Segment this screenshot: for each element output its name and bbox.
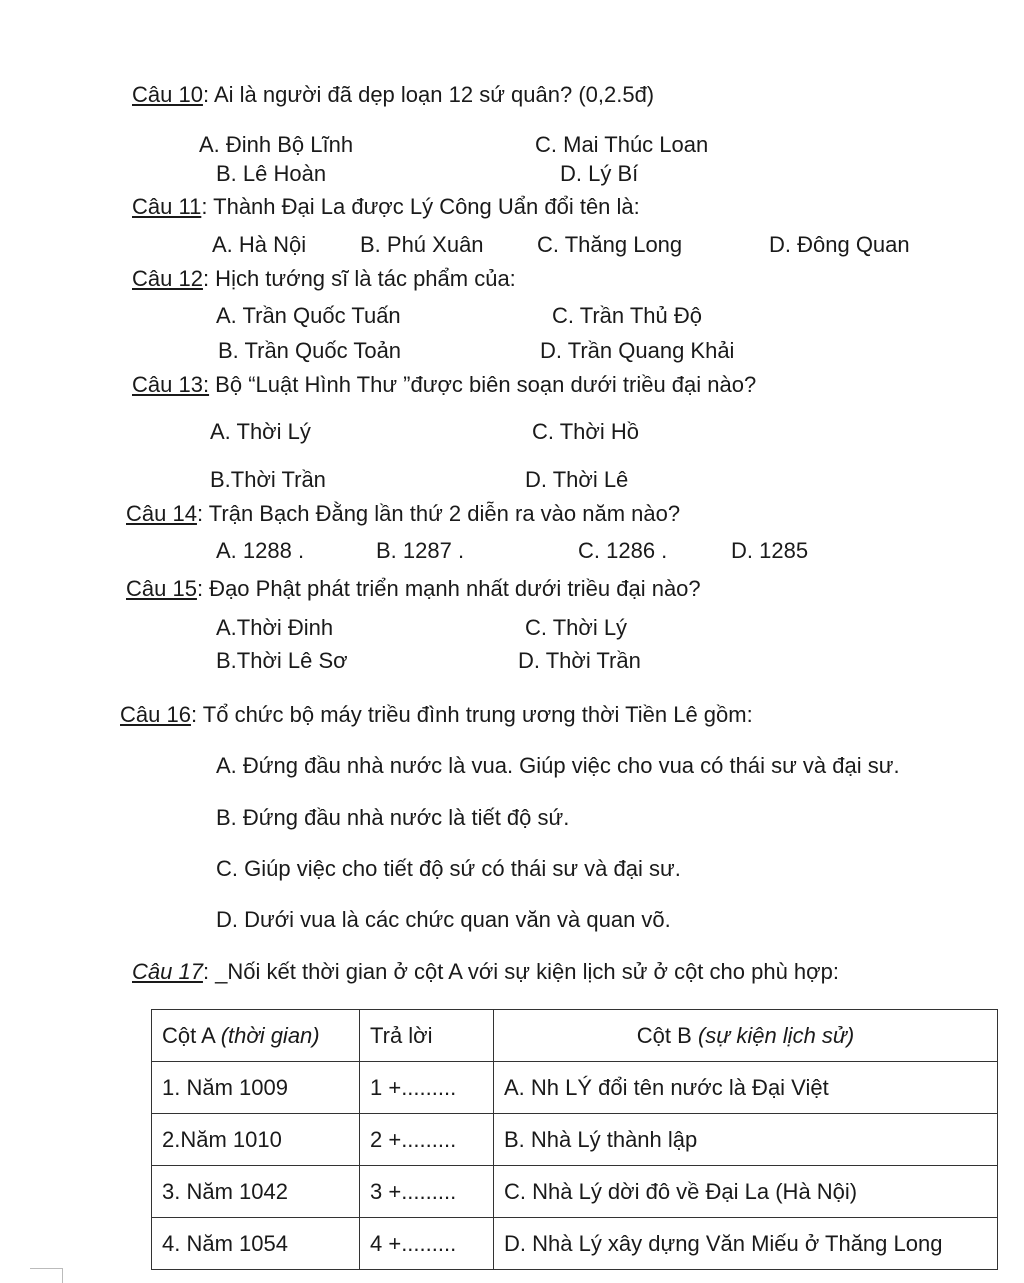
q15-option-c: C. Thời Lý: [525, 615, 628, 640]
column-b-header: [494, 1010, 998, 1062]
question-10-label: Câu 10: [132, 82, 203, 107]
column-a-header: [152, 1010, 360, 1062]
question-11-label: Câu 11: [132, 194, 202, 219]
event-cell: C. Nhà Lý dời đô về Đại La (Hà Nội): [494, 1166, 998, 1218]
question-16-label: Câu 16: [120, 702, 191, 727]
column-a-header-text: Cột A: [162, 1022, 221, 1048]
table-row: [152, 1218, 998, 1270]
q16-option-a: A. Đứng đầu nhà nước là vua. Giúp việc cho vua có thái sư và đại sư.: [216, 753, 900, 778]
event-cell: B. Nhà Lý thành lập: [494, 1114, 998, 1166]
question-14-text: : Trận Bạch Đằng lần thứ 2 diễn ra vào năm nào?: [196, 501, 681, 526]
question-15-prompt: [126, 576, 701, 602]
page-corner-mark: [30, 1268, 63, 1283]
question-17-text: : _Nối kết thời gian ở cột A với sự kiện lịch sử ở cột cho phù hợp:: [202, 959, 839, 984]
table-header-row: [152, 1010, 998, 1062]
q13-option-d: D. Thời Lê: [525, 467, 629, 492]
q14-option-a: A. 1288 .: [216, 538, 305, 563]
question-17-prompt: [132, 959, 839, 985]
q16-option-b: B. Đứng đầu nhà nước là tiết độ sứ.: [216, 805, 570, 830]
question-11-prompt: [132, 194, 640, 220]
question-13-label: Câu 13:: [132, 372, 210, 397]
question-15-label: Câu 15: [126, 576, 197, 601]
answer-cell[interactable]: 3 +.........: [360, 1166, 494, 1218]
q14-option-b: B. 1287 .: [376, 538, 465, 563]
q15-option-b: B.Thời Lê Sơ: [216, 648, 348, 673]
q12-option-a: A. Trần Quốc Tuấn: [216, 303, 401, 328]
column-a-header-note: (thời gian): [220, 1022, 320, 1048]
question-16-prompt: [120, 702, 753, 728]
time-cell: 2.Năm 1010: [152, 1114, 360, 1166]
question-11-text: : Thành Đại La được Lý Công Uẩn đổi tên là:: [201, 194, 640, 219]
answer-cell[interactable]: 2 +.........: [360, 1114, 494, 1166]
question-14-prompt: [126, 501, 680, 527]
column-b-header-text: Cột B: [636, 1022, 698, 1048]
q12-option-d: D. Trần Quang Khải: [540, 338, 735, 363]
q16-option-c: C. Giúp việc cho tiết độ sứ có thái sư và đại sư.: [216, 856, 681, 881]
time-cell: 4. Năm 1054: [152, 1218, 360, 1270]
question-13-prompt: [132, 372, 756, 398]
q11-option-a: A. Hà Nội: [212, 232, 307, 257]
time-cell: 1. Năm 1009: [152, 1062, 360, 1114]
question-13-text: Bộ “Luật Hình Thư ”được biên soạn dưới triều đại nào?: [209, 372, 757, 397]
q16-option-d: D. Dưới vua là các chức quan văn và quan võ.: [216, 907, 671, 932]
question-10-prompt: [132, 82, 654, 108]
q11-option-b: B. Phú Xuân: [360, 232, 484, 257]
q13-option-a: A. Thời Lý: [210, 419, 311, 444]
question-12-prompt: [132, 266, 516, 292]
q10-option-d: D. Lý Bí: [560, 161, 639, 186]
q14-option-d: D. 1285: [731, 538, 809, 563]
q15-option-a: A.Thời Đinh: [216, 615, 334, 640]
q14-option-c: C. 1286 .: [578, 538, 668, 563]
answer-column-header: Trả lời: [360, 1010, 494, 1062]
q12-option-b: B. Trần Quốc Toản: [218, 338, 402, 363]
event-cell: D. Nhà Lý xây dựng Văn Miếu ở Thăng Long: [494, 1218, 998, 1270]
q13-option-b: B.Thời Trần: [210, 467, 326, 492]
answer-cell[interactable]: 1 +.........: [360, 1062, 494, 1114]
event-cell: A. Nh LÝ đổi tên nước là Đại Việt: [494, 1062, 998, 1114]
time-cell: 3. Năm 1042: [152, 1166, 360, 1218]
table-row: [152, 1166, 998, 1218]
q10-option-a: A. Đinh Bộ Lĩnh: [199, 132, 354, 157]
matching-table: [151, 1009, 998, 1270]
q11-option-c: C. Thăng Long: [537, 232, 683, 257]
table-row: [152, 1062, 998, 1114]
q12-option-c: C. Trần Thủ Độ: [552, 303, 702, 328]
question-17-label: Câu 17: [132, 959, 203, 984]
question-14-label: Câu 14: [126, 501, 197, 526]
q15-option-d: D. Thời Trần: [518, 648, 641, 673]
answer-cell[interactable]: 4 +.........: [360, 1218, 494, 1270]
table-row: [152, 1114, 998, 1166]
question-12-text: : Hịch tướng sĩ là tác phẩm của:: [202, 266, 516, 291]
q10-option-b: B. Lê Hoàn: [216, 161, 327, 186]
question-10-text: : Ai là người đã dẹp loạn 12 sứ quân? (0,2.5đ): [202, 82, 655, 107]
column-b-header-note: (sự kiện lịch sử): [697, 1022, 855, 1048]
q10-option-c: C. Mai Thúc Loan: [535, 132, 709, 157]
q13-option-c: C. Thời Hồ: [532, 419, 639, 444]
question-15-text: : Đạo Phật phát triển mạnh nhất dưới triều đại nào?: [196, 576, 701, 601]
question-12-label: Câu 12: [132, 266, 203, 291]
question-16-text: : Tổ chức bộ máy triều đình trung ương thời Tiền Lê gồm:: [190, 702, 753, 727]
q11-option-d: D. Đông Quan: [769, 232, 910, 257]
